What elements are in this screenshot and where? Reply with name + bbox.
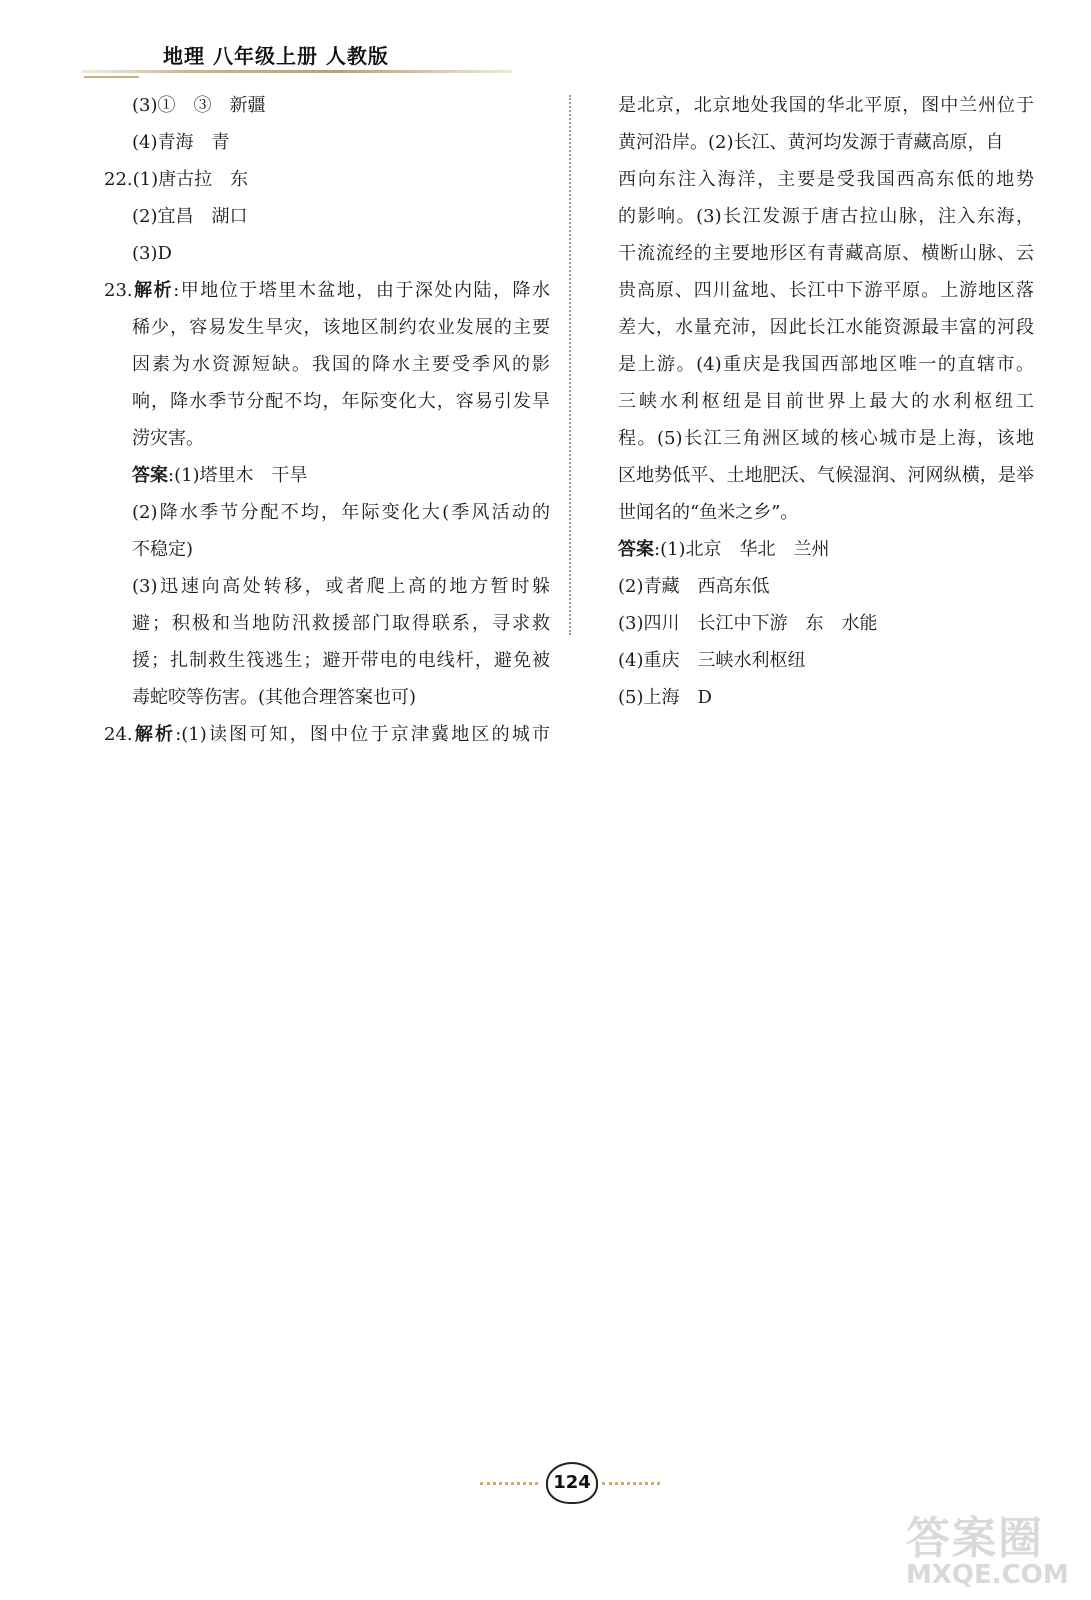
book-title: 地理 八年级上册 人教版 xyxy=(163,44,389,68)
q24-analysis-line: 是北京，北京地处我国的华北平原，图中兰州位于 xyxy=(618,95,1034,116)
q22-number: 22. xyxy=(104,169,133,190)
q24-analysis-line: 的影响。(3)长江发源于唐古拉山脉，注入东海， xyxy=(618,206,1034,227)
column-divider xyxy=(569,95,571,635)
q24-answer-3: (3)四川 长江中下游 东 水能 xyxy=(618,613,878,634)
q24-analysis-line: 黄河沿岸。(2)长江、黄河均发源于青藏高原，自 xyxy=(618,132,1004,153)
watermark-logo-text: 答案圈 xyxy=(906,1513,1044,1564)
q23-analysis-line: 因素为水资源短缺。我国的降水主要受季风的影 xyxy=(132,354,550,375)
q24-analysis-line: 三峡水利枢纽是目前世界上最大的水利枢纽工 xyxy=(618,391,1034,412)
q23-analysis-line: 响，降水季节分配不均，年际变化大，容易引发旱 xyxy=(132,391,550,412)
header-rule xyxy=(82,70,512,73)
q24-analysis-line: 贵高原、四川盆地、长江中下游平原。上游地区落 xyxy=(618,280,1034,301)
q24-analysis-line xyxy=(104,716,550,753)
q24-number: 24. xyxy=(104,724,133,745)
q22-answer-3: (3)D xyxy=(132,243,172,264)
q24-analysis-line: 区地势低平、土地肥沃、气候湿润、河网纵横，是举 xyxy=(618,465,1034,486)
header-rule-accent xyxy=(84,76,139,78)
q23-answer-1-text: :(1)塔里木 干旱 xyxy=(168,465,308,486)
q23-analysis-line: 涝灾害。 xyxy=(132,428,204,449)
q22-answer-2: (2)宜昌 湖口 xyxy=(132,206,248,227)
q23-answer-3-cont: 避；积极和当地防汛救援部门取得联系，寻求救 xyxy=(132,613,550,634)
q23-answer-label: 答案 xyxy=(132,465,168,486)
q24-analysis-line: 程。(5)长江三角洲区域的核心城市是上海，该地 xyxy=(618,428,1034,449)
q23-answer-2: (2)降水季节分配不均，年际变化大(季风活动的 xyxy=(132,502,550,523)
q23-answer-3-cont: 援；扎制救生筏逃生；避开带电的电线杆，避免被 xyxy=(132,650,550,671)
q24-analysis-label: 解析 xyxy=(132,724,176,745)
watermark-logo xyxy=(906,1502,1076,1594)
q23-analysis-text: :甲地位于塔里木盆地，由于深处内陆，降水 xyxy=(173,280,551,301)
q23-analysis-line xyxy=(104,272,550,309)
right-column xyxy=(618,87,1034,716)
page-header xyxy=(0,0,1091,80)
q22-answer-1 xyxy=(104,161,550,198)
left-column xyxy=(104,87,550,753)
page-footer xyxy=(480,1462,660,1502)
q23-answer-3-cont: 毒蛇咬等伤害。(其他合理答案也可) xyxy=(132,687,417,708)
q23-number: 23. xyxy=(104,280,133,301)
q24-answer-1 xyxy=(618,531,1034,568)
q24-answer-4: (4)重庆 三峡水利枢纽 xyxy=(618,650,806,671)
q24-analysis-text: :(1)读图可知，图中位于京津冀地区的城市 xyxy=(175,724,551,745)
q23-analysis-line: 稀少，容易发生旱灾，该地区制约农业发展的主要 xyxy=(132,317,550,338)
q21-answer-3: (3)① ③ 新疆 xyxy=(132,95,266,116)
q23-answer-3: (3)迅速向高处转移，或者爬上高的地方暂时躲 xyxy=(132,576,550,597)
footer-dots-left xyxy=(480,1482,538,1485)
q21-answer-4: (4)青海 青 xyxy=(132,132,230,153)
q24-answer-label: 答案 xyxy=(618,539,654,560)
q22-answer-1-text: (1)唐古拉 东 xyxy=(132,169,249,190)
q24-analysis-line: 是上游。(4)重庆是我国西部地区唯一的直辖市。 xyxy=(618,354,1034,375)
q23-answer-2-cont: 不稳定) xyxy=(132,539,194,560)
q23-answer-1 xyxy=(104,457,550,494)
q24-analysis-line: 世闻名的“鱼米之乡”。 xyxy=(618,502,799,523)
footer-dots-right xyxy=(602,1482,660,1485)
q24-analysis-line: 干流流经的主要地形区有青藏高原、横断山脉、云 xyxy=(618,243,1034,264)
page-number: 124 xyxy=(546,1462,598,1504)
q24-analysis-line: 差大，水量充沛，因此长江水能资源最丰富的河段 xyxy=(618,317,1034,338)
q24-answer-2: (2)青藏 西高东低 xyxy=(618,576,770,597)
watermark-site-text: MXQE.COM xyxy=(906,1560,1069,1590)
q24-answer-5: (5)上海 D xyxy=(618,687,712,708)
q23-analysis-label: 解析 xyxy=(132,280,174,301)
q24-answer-1-text: :(1)北京 华北 兰州 xyxy=(654,539,830,560)
q24-analysis-line: 西向东注入海洋，主要是受我国西高东低的地势 xyxy=(618,169,1034,190)
